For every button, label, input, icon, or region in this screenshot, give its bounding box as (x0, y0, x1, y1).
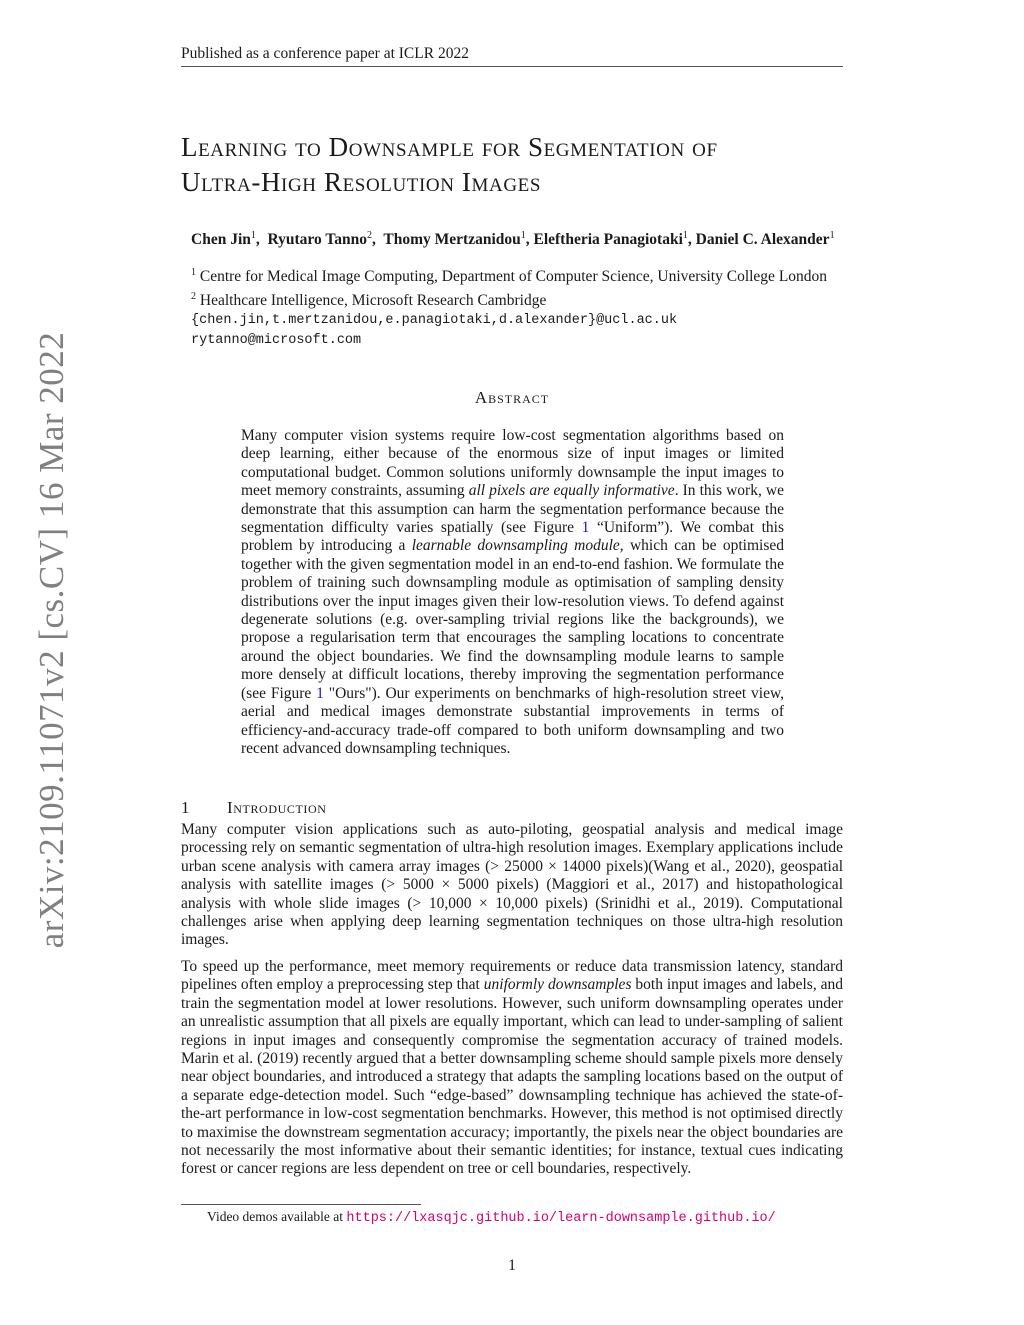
paragraph-text: both input images and labels, and train the segmentation model at lower resolutions. However, such uniform downsampling operates under an unrealistic assumption that all pixels are equally important, which can lead to under-sampling of salient regions in input images and consequently compromise the segmentation accuracy of trained models. Marin et al. (2019) recently argued that a better downsampling scheme should sample pixels more densely near object boundaries, and introduced a strategy that adapts the sampling locations based on the output of a separate edge-detection model. Such “edge-based” downsampling technique has achieved the state-of-the-art performance in low-cost segmentation benchmarks. However, this method is not optimised directly to maximise the downstream segmentation accuracy; importantly, the pixels near the object boundaries are not necessarily the most informative about their semantic identities; for instance, textual cues indicating forest or cancer regions are less dependent on tree or cell boundaries, respectively. (181, 976, 843, 1178)
author-name: Ryutaro Tanno (267, 231, 368, 249)
page-number: 1 (508, 1257, 516, 1274)
author-affiliation-mark: 2 (367, 230, 373, 241)
affiliation-text: Healthcare Intelligence, Microsoft Research Cambridge (199, 292, 547, 310)
arxiv-stamp: arXiv:2109.11071v2 [cs.CV] 16 Mar 2022 (32, 331, 71, 949)
footnote-url-link[interactable]: https://lxasqjc.github.io/learn-downsample.github.io/ (346, 1211, 776, 1226)
affiliations (191, 263, 891, 351)
affiliation-text: Centre for Medical Image Computing, Department of Computer Science, University College London (199, 268, 828, 286)
author-affiliation-mark: 1 (682, 230, 688, 241)
affiliation-line (191, 287, 891, 311)
figure-reference-link[interactable]: 1 (581, 519, 590, 537)
intro-paragraph-1: Many computer vision applications such as auto-piloting, geospatial analysis and medical image processing rely on semantic segmentation of ultra-high resolution images. Exemplary applications include urban scene analysis with camera array images (> 25000 × 14000 pixels)(Wang et al., 2020), geospatial analysis with satellite images (> 5000 × 5000 pixels) (Maggiori et al., 2017) and histopathological analysis with whole slide images (> 10,000 × 10,000 pixels) (Srinidhi et al., 2019). Computational challenges arise when applying deep learning segmentation techniques on those ultra-high resolution images. (181, 821, 843, 949)
abstract-emphasis: all pixels are equally informative (468, 482, 675, 500)
affiliation-line (191, 263, 891, 287)
paragraph-emphasis: uniformly downsamples (483, 976, 632, 994)
author-affiliation-mark: 1 (250, 230, 256, 241)
email-line: {chen.jin,t.mertzanidou,e.panagiotaki,d.alexander}@ucl.ac.uk (191, 313, 678, 329)
author-affiliation-mark: 1 (520, 230, 526, 241)
author-name: Daniel C. Alexander (695, 231, 830, 249)
running-header: Published as a conference paper at ICLR 2022 (181, 44, 843, 67)
abstract-text: , which can be optimised together with the given segmentation model in an end-to-end fashion. We formulate the problem of training such downsampling module as optimisation of sampling density distributions over the input images given their low-resolution views. To defend against degenerate solutions (e.g. over-sampling trivial regions like the backgrounds), we propose a regularisation term that encourages the sampling locations to concentrate around the object boundaries. We find the downsampling module learns to sample more densely at difficult locations, thereby improving the segmentation performance (see Figure (241, 537, 784, 702)
abstract-emphasis: learnable downsampling module (411, 537, 620, 555)
abstract-text: . In this work, we demonstrate that this assumption can harm the segmentation performance because the segmentation difficulty varies spatially (see Figure (241, 482, 784, 537)
email-line: rytanno@microsoft.com (191, 333, 362, 349)
title-line-1: Learning to Downsample for Segmentation of (181, 132, 718, 162)
author-name: Eleftheria Panagiotaki (533, 231, 683, 249)
section-title: Introduction (227, 798, 327, 817)
paragraph-text: To speed up the performance, meet memory requirements or reduce data transmission latency, standard pipelines often employ a preprocessing step that (181, 958, 843, 994)
intro-paragraph-2 (181, 958, 843, 1179)
abstract-body (241, 427, 784, 758)
footnote (207, 1208, 776, 1228)
abstract-text: Many computer vision systems require low-cost segmentation algorithms based on deep learning, either because of the enormous size of input images or limited computational budget. Common solutions uniformly downsample the input images to meet memory constraints, assuming (241, 427, 784, 500)
author-name: Thomy Mertzanidou (383, 231, 521, 249)
figure-reference-link[interactable]: 1 (316, 684, 324, 702)
author-name: Chen Jin (191, 231, 251, 249)
author-affiliation-mark: 1 (829, 230, 835, 241)
title-line-2: Ultra-High Resolution Images (181, 167, 542, 197)
abstract-text: “Uniform”). We combat this problem by introducing a (241, 519, 784, 555)
footnote-text: Video demos available at (207, 1209, 347, 1224)
abstract-text: "Ours"). Our experiments on benchmarks of high-resolution street view, aerial and medical images demonstrate substantial improvements in terms of efficiency-and-accuracy trade-off compared to both uniform downsampling and two recent advanced downsampling techniques. (241, 684, 785, 757)
section-heading (181, 798, 327, 818)
paper-title (181, 130, 881, 200)
section-number: 1 (181, 798, 191, 817)
footnote-divider (181, 1204, 421, 1205)
author-list: Chen Jin$^1$, Ryutaro Tanno$^2$, Thomy Mertzanidou$^1$, Eleftheria Panagiotaki$^1$, Daniel C. Alexander$^1$ (191, 230, 835, 249)
affiliation-mark: 1 (191, 267, 196, 278)
abstract-heading: Abstract (474, 388, 550, 407)
affiliation-mark: 2 (191, 291, 196, 303)
